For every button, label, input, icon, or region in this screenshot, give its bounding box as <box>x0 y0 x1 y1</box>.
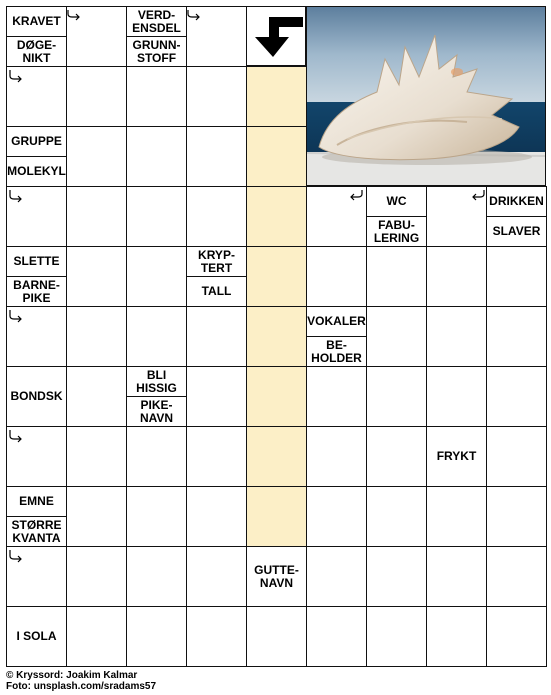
clue-dogenikt: DØGE- NIKT <box>7 36 66 66</box>
answer-cell[interactable] <box>126 126 187 187</box>
answer-cell[interactable] <box>366 426 427 487</box>
answer-cell[interactable] <box>246 126 307 187</box>
answer-cell[interactable] <box>306 366 367 427</box>
answer-cell[interactable] <box>186 546 247 607</box>
down-left-arrow-icon <box>247 7 305 65</box>
bent-arrow-icon <box>470 188 486 204</box>
answer-cell[interactable] <box>306 246 367 307</box>
answer-cell[interactable] <box>126 606 187 667</box>
seashell-image <box>307 7 546 186</box>
answer-cell[interactable] <box>186 306 247 367</box>
answer-cell[interactable] <box>486 426 547 487</box>
clue-grunnstoff: GRUNN- STOFF <box>127 36 186 66</box>
answer-cell[interactable] <box>186 486 247 547</box>
crossword-credit: © Kryssord: Joakim Kalmar <box>6 670 138 681</box>
answer-cell[interactable] <box>486 306 547 367</box>
answer-cell[interactable] <box>306 546 367 607</box>
bent-arrow-icon <box>8 68 24 84</box>
answer-cell[interactable] <box>366 366 427 427</box>
answer-cell[interactable] <box>246 606 307 667</box>
answer-cell[interactable] <box>426 246 487 307</box>
bent-arrow-icon <box>186 8 202 24</box>
answer-cell[interactable] <box>246 486 307 547</box>
answer-cell[interactable] <box>126 306 187 367</box>
bent-arrow-icon <box>8 428 24 444</box>
answer-cell[interactable] <box>186 366 247 427</box>
answer-cell[interactable] <box>66 186 127 247</box>
bent-arrow-icon <box>8 308 24 324</box>
answer-cell[interactable] <box>486 486 547 547</box>
clue-storrekvanta: STØRRE KVANTA <box>7 516 66 546</box>
answer-cell[interactable] <box>66 426 127 487</box>
answer-cell[interactable] <box>246 66 307 127</box>
clue-vokaler: VOKALER <box>307 307 366 336</box>
bent-arrow-icon <box>8 548 24 564</box>
clue-slette: SLETTE <box>7 247 66 276</box>
answer-cell[interactable] <box>126 66 187 127</box>
clue-guttenavn: GUTTE- NAVN <box>247 547 306 606</box>
credits <box>6 670 156 692</box>
answer-cell[interactable] <box>366 306 427 367</box>
clue-gruppe: GRUPPE <box>7 127 66 156</box>
answer-cell[interactable] <box>366 246 427 307</box>
answer-cell[interactable] <box>426 546 487 607</box>
answer-cell[interactable] <box>246 186 307 247</box>
clue-barnepike: BARNE- PIKE <box>7 276 66 306</box>
answer-cell[interactable] <box>306 486 367 547</box>
clue-verdensdel: VERD- ENSDEL <box>127 7 186 36</box>
clue-emne: EMNE <box>7 487 66 516</box>
answer-cell[interactable] <box>486 366 547 427</box>
answer-cell[interactable] <box>126 426 187 487</box>
clue-kryptert: KRYP- TERT <box>187 247 246 276</box>
answer-cell[interactable] <box>126 186 187 247</box>
answer-cell[interactable] <box>66 366 127 427</box>
answer-cell[interactable] <box>66 246 127 307</box>
answer-cell[interactable] <box>66 306 127 367</box>
answer-cell[interactable] <box>246 366 307 427</box>
bent-arrow-icon <box>8 188 24 204</box>
answer-cell[interactable] <box>66 486 127 547</box>
clue-slaver: SLAVER <box>487 216 546 246</box>
bent-arrow-icon <box>66 8 82 24</box>
answer-cell[interactable] <box>186 426 247 487</box>
clue-wc: WC <box>367 187 426 216</box>
answer-cell[interactable] <box>66 126 127 187</box>
clue-beholder: BE- HOLDER <box>307 336 366 366</box>
answer-cell[interactable] <box>426 366 487 427</box>
answer-cell[interactable] <box>66 66 127 127</box>
answer-cell[interactable] <box>186 186 247 247</box>
answer-cell[interactable] <box>126 246 187 307</box>
clue-kravet: KRAVET <box>7 7 66 36</box>
photo-credit: Foto: unsplash.com/sradams57 <box>6 681 157 692</box>
answer-cell[interactable] <box>426 486 487 547</box>
clue-isola: I SOLA <box>7 607 66 666</box>
clue-tall: TALL <box>187 276 246 306</box>
answer-cell[interactable] <box>366 606 427 667</box>
start-arrow-box <box>246 6 306 66</box>
answer-cell[interactable] <box>486 606 547 667</box>
clue-drikken: DRIKKEN <box>487 187 546 216</box>
clue-fabulering: FABU- LERING <box>367 216 426 246</box>
answer-cell[interactable] <box>426 306 487 367</box>
answer-cell[interactable] <box>486 246 547 307</box>
answer-cell[interactable] <box>66 546 127 607</box>
clue-bondsk: BONDSK <box>7 367 66 426</box>
answer-cell[interactable] <box>246 306 307 367</box>
clue-frykt: FRYKT <box>427 427 486 486</box>
answer-cell[interactable] <box>126 546 187 607</box>
answer-cell[interactable] <box>306 426 367 487</box>
answer-cell[interactable] <box>366 546 427 607</box>
answer-cell[interactable] <box>486 546 547 607</box>
bent-arrow-icon <box>348 188 364 204</box>
answer-cell[interactable] <box>186 66 247 127</box>
answer-cell[interactable] <box>246 426 307 487</box>
seashell-photo <box>306 6 546 186</box>
answer-cell[interactable] <box>126 486 187 547</box>
answer-cell[interactable] <box>426 606 487 667</box>
answer-cell[interactable] <box>186 606 247 667</box>
answer-cell[interactable] <box>246 246 307 307</box>
answer-cell[interactable] <box>306 606 367 667</box>
clue-pikenavn: PIKE- NAVN <box>127 396 186 426</box>
clue-blihissig: BLI HISSIG <box>127 367 186 396</box>
answer-cell[interactable] <box>366 486 427 547</box>
answer-cell[interactable] <box>186 126 247 187</box>
answer-cell[interactable] <box>66 606 127 667</box>
clue-molekyl: MOLEKYL <box>7 156 66 186</box>
